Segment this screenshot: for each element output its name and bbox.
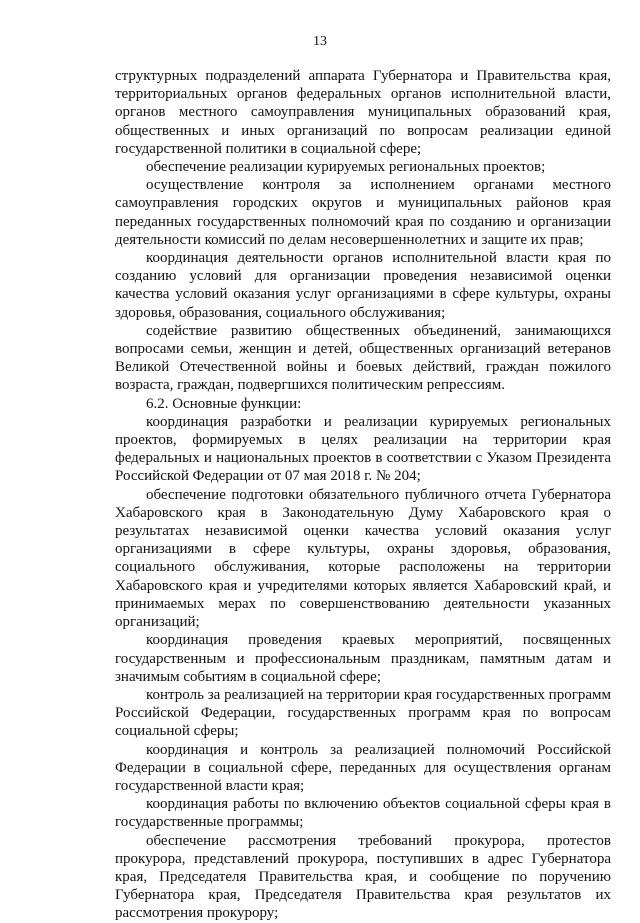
paragraph: осуществление контроля за исполнением органами местного самоуправления городских округов и муниципальных районов края переданных государственных полномочий края по созданию и организации деятельности комиссий по делам несовершеннолетних и защите их прав;	[115, 177, 611, 248]
paragraph: координация проведения краевых мероприятий, посвященных государственным и профессиональным праздникам, памятным датам и значимым событиям в социальной сфере;	[115, 632, 611, 685]
paragraph: обеспечение подготовки обязательного публичного отчета Губернатора Хабаровского края в Законодательную Думу Хабаровского края о результатах независимой оценки качества условий оказания услуг организациями в сфере культуры, охраны здоровья, образования, социального обслуживания, которые расположены на территории Хабаровского края и учредителями которых является Хабаровский край, и принимаемых мерах по совершенствованию деятельности указанных организаций;	[115, 486, 611, 631]
paragraph-continuation: структурных подразделений аппарата Губернатора и Правительства края, территориальных органов федеральных органов исполнительной власти, органов местного самоуправления муниципальных образований края, общественных и иных организаций по вопросам реализации единой государственной политики в социальной сфере;	[115, 68, 611, 157]
paragraph: координация и контроль за реализацией полномочий Российской Федерации в социальной сфере, переданных для осуществления органам государственной власти края;	[115, 741, 611, 794]
paragraph: содействие развитию общественных объединений, занимающихся вопросами семьи, женщин и детей, общественных организаций ветеранов Великой Отечественной войны и боевых действий, граждан пожилого возраста, граждан, подвергшихся политическим репрессиям.	[115, 322, 611, 394]
paragraph: координация деятельности органов исполнительной власти края по созданию условий для организации проведения независимой оценки качества условий оказания услуг организациями в сфере культуры, охраны здоровья, образования, социального обслуживания;	[115, 250, 611, 321]
paragraph: координация работы по включению объектов социальной сферы края в государственные программы;	[115, 796, 611, 831]
document-body	[115, 67, 611, 923]
page-number: 13	[313, 34, 327, 49]
paragraph: координация разработки и реализации курируемых региональных проектов, формируемых в целях реализации на территории края федеральных и национальных проектов в соответствии с Указом Президента Российской Федерации от 07 мая 2018 г. № 204;	[115, 413, 611, 485]
paragraph: обеспечение реализации курируемых региональных проектов;	[146, 159, 546, 176]
paragraph: обеспечение рассмотрения требований прокурора, протестов прокурора, представлений прокурора, поступивших в адрес Губернатора края, Председателя Правительства края, и сообщение по поручению Губернатора края, Председателя Правительства края результатов их рассмотрения прокурору;	[115, 832, 611, 922]
paragraph: контроль за реализацией на территории края государственных программ Российской Федерации, государственных программ края по вопросам социальной сферы;	[115, 686, 611, 740]
section-heading: 6.2. Основные функции:	[146, 395, 302, 412]
